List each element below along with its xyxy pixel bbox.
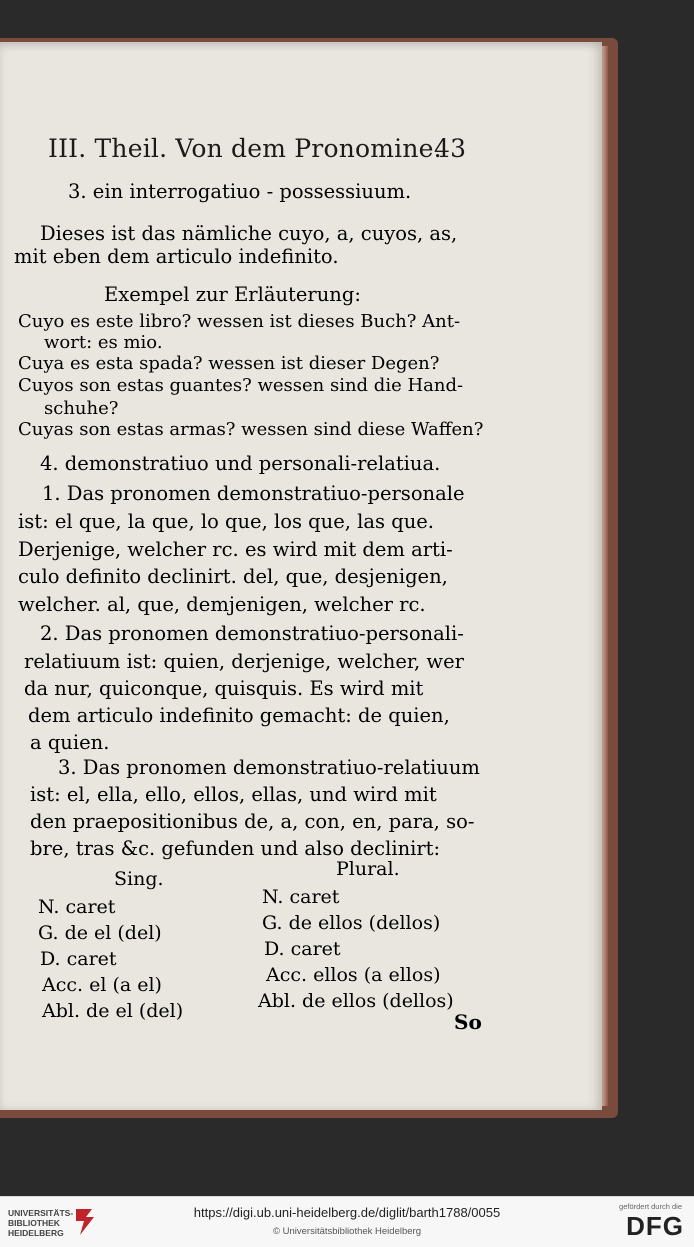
plural-genitive: G. de ellos (dellos) — [262, 912, 441, 934]
sing-dative: D. caret — [40, 948, 117, 970]
library-name: UNIVERSITÄTS- BIBLIOTHEK HEIDELBERG — [8, 1208, 74, 1238]
plural-header: Plural. — [336, 858, 400, 880]
text-line: 3. Das pronomen demonstratiuo-relatiuum — [58, 756, 480, 779]
plural-dative: D. caret — [264, 938, 341, 960]
text-line: den praepositionibus de, a, con, en, para, so- — [30, 810, 475, 833]
text-line: schuhe? — [44, 398, 119, 419]
viewer-footer — [0, 1196, 694, 1247]
text-line: 4. demonstratiuo und personali-relatiua. — [40, 452, 441, 475]
text-line: ist: el, ella, ello, ellos, ellas, und wird mit — [30, 783, 437, 806]
sing-nominative: N. caret — [38, 896, 116, 918]
text-line: relatiuum ist: quien, derjenige, welcher, wer — [24, 650, 464, 673]
text-line: da nur, quiconque, quisquis. Es wird mit — [24, 677, 424, 700]
running-header — [48, 134, 468, 163]
catchword: So — [454, 1010, 482, 1034]
sing-ablative: Abl. de el (del) — [42, 1000, 184, 1022]
text-line: Cuya es esta spada? wessen ist dieser Degen? — [18, 353, 440, 374]
text-line: dem articulo indefinito gemacht: de quien, — [28, 704, 450, 727]
text-line: a quien. — [30, 731, 110, 754]
text-line: Cuyo es este libro? wessen ist dieses Buch? Ant- — [18, 311, 461, 332]
page-number: 43 — [434, 134, 467, 163]
text-line: Derjenige, welcher rc. es wird mit dem arti- — [18, 538, 453, 561]
text-line: bre, tras &c. gefunden und also declinirt: — [30, 837, 441, 860]
text-line: 2. Das pronomen demonstratiuo-personali- — [40, 622, 464, 645]
text-line: welcher. al, que, demjenigen, welcher rc. — [18, 593, 426, 616]
text-line: Dieses ist das nämliche cuyo, a, cuyos, as, — [40, 222, 458, 245]
text-line: Cuyas son estas armas? wessen sind diese Waffen? — [18, 419, 484, 440]
text-line: wort: es mio. — [44, 332, 163, 353]
plural-accusative: Acc. ellos (a ellos) — [266, 964, 441, 986]
sing-genitive: G. de el (del) — [38, 922, 162, 944]
sing-accusative: Acc. el (a el) — [42, 974, 162, 996]
text-line: culo definito declinirt. del, que, desjenigen, — [18, 565, 448, 588]
text-line: Cuyos son estas guantes? wessen sind die Hand- — [18, 375, 464, 396]
text-line: ist: el que, la que, lo que, los que, las que. — [18, 510, 435, 533]
dfg-logo: DFG — [626, 1211, 684, 1241]
plural-nominative: N. caret — [262, 886, 340, 908]
dfg-caption: gefördert durch die — [619, 1202, 682, 1211]
text-line: 1. Das pronomen demonstratiuo-personale — [42, 482, 465, 505]
sing-header: Sing. — [114, 868, 164, 890]
plural-ablative: Abl. de ellos (dellos) — [258, 990, 454, 1012]
running-title: III. Theil. Von dem Pronomine. — [48, 134, 442, 163]
copyright-notice: © Universitätsbibliothek Heidelberg — [273, 1226, 421, 1237]
text-line: 3. ein interrogatiuo - possessiuum. — [68, 180, 412, 203]
text-line: Exempel zur Erläuterung: — [104, 283, 361, 306]
source-url[interactable]: https://digi.ub.uni-heidelberg.de/diglit/barth1788/0055 — [193, 1205, 501, 1220]
text-line: mit eben dem articulo indefinito. — [14, 245, 339, 268]
